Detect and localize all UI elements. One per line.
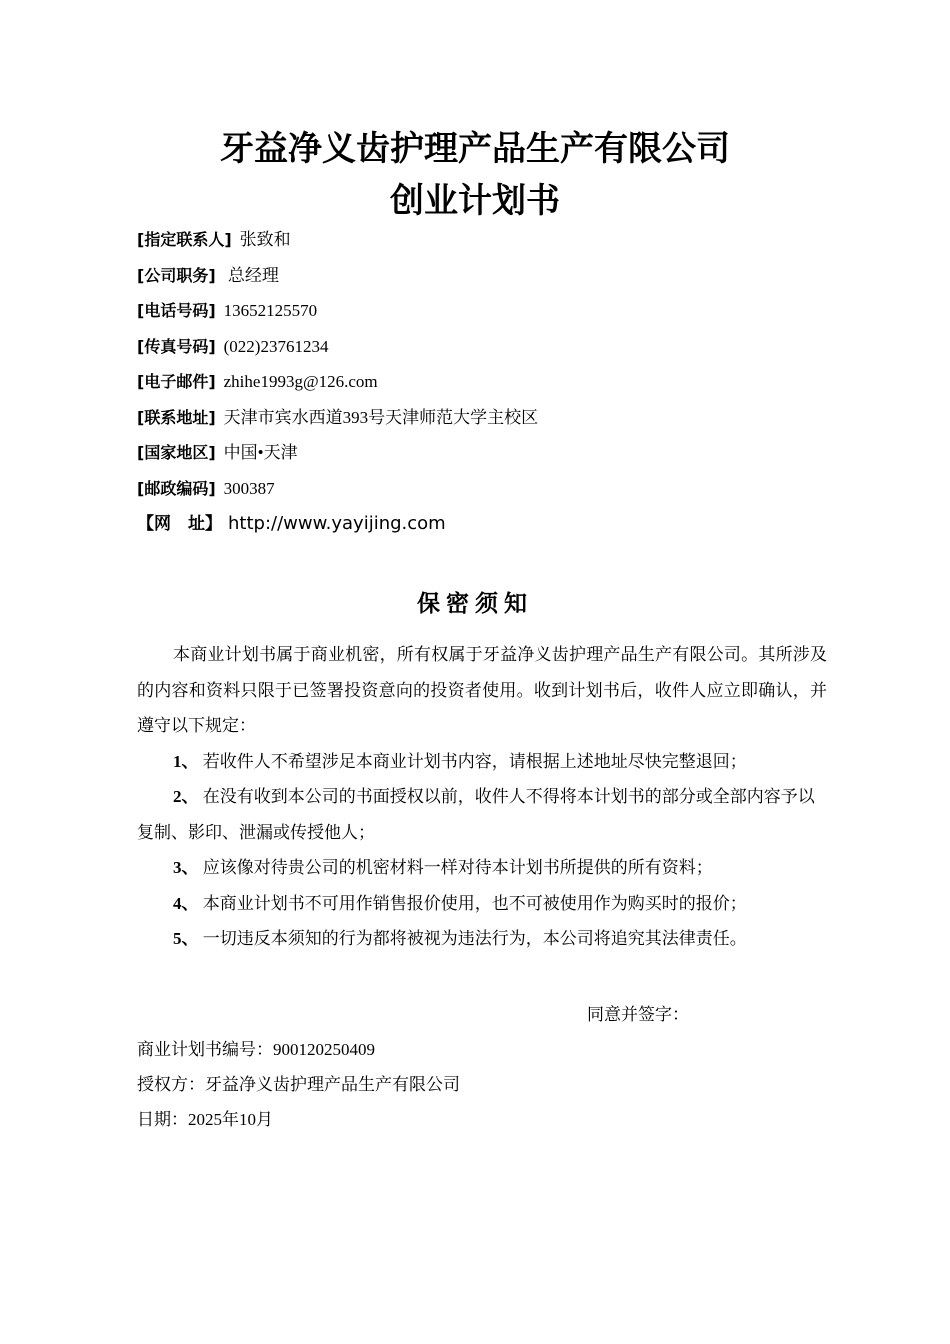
document-date: 日期：2025年10月 [137, 1110, 273, 1129]
contact-row-website [137, 506, 538, 542]
rule-item [137, 850, 827, 886]
contact-label: [电话号码] [137, 301, 216, 320]
contact-label: 【网 址】 [137, 514, 222, 534]
rule-number: 4、 [173, 893, 199, 913]
contact-label: [联系地址] [137, 407, 216, 427]
rule-number: 1、 [173, 751, 199, 771]
rule-text: 一切违反本须知的行为都将被视为违法行为，本公司将追究其法律责任。 [202, 929, 747, 948]
rule-item [137, 921, 827, 957]
contact-value: zhihe1993g@126.com [223, 372, 378, 391]
plan-number: 商业计划书编号：900120250409 [137, 1040, 375, 1059]
contact-value: 天津市宾水西道393号天津师范大学主校区 [223, 407, 539, 427]
rule-item [137, 886, 827, 922]
contact-value: 张致和 [239, 230, 291, 249]
document-title: 牙益净义齿护理产品生产有限公司 [220, 129, 730, 169]
contact-label: [邮政编码] [137, 478, 216, 498]
contact-value: 300387 [223, 478, 275, 498]
contact-label: [指定联系人] [137, 230, 232, 249]
rule-item [137, 779, 827, 850]
website-link[interactable]: http://www.yayijing.com [228, 513, 446, 534]
contact-row-postcode [137, 471, 538, 507]
contact-label: [电子邮件] [137, 372, 216, 391]
contact-label: [国家地区] [137, 443, 216, 462]
signature-prompt: 同意并签字： [587, 1005, 689, 1024]
contact-row-fax [137, 329, 538, 365]
rule-text: 在没有收到本公司的书面授权以前，收件人不得将本计划书的部分或全部内容予以复制、影印、泄漏或传授他人； [137, 787, 815, 842]
confidentiality-heading: 保密须知 [417, 591, 533, 617]
rule-text: 本商业计划书不可用作销售报价使用，也不可被使用作为购买时的报价； [202, 893, 747, 913]
confidentiality-body [137, 637, 827, 957]
contact-row-person [137, 222, 538, 258]
rule-number: 2、 [173, 787, 199, 806]
contact-row-phone [137, 293, 538, 329]
contact-label: [传真号码] [137, 336, 216, 356]
rule-number: 3、 [173, 858, 199, 877]
contact-row-email [137, 364, 538, 400]
contact-info [137, 222, 538, 542]
contact-value: 总经理 [223, 265, 279, 285]
contact-label: [公司职务] [137, 265, 216, 285]
contact-row-position [137, 258, 538, 294]
confidentiality-intro: 本商业计划书属于商业机密，所有权属于牙益净义齿护理产品生产有限公司。其所涉及的内容和资料只限于已签署投资意向的投资者使用。收到计划书后，收件人应立即确认，并遵守以下规定： [137, 645, 827, 735]
rule-number: 5、 [173, 929, 199, 948]
rule-text: 应该像对待贵公司的机密材料一样对待本计划书所提供的所有资料； [202, 858, 713, 877]
contact-row-address [137, 400, 538, 436]
document-subtitle: 创业计划书 [390, 181, 560, 221]
contact-row-region [137, 435, 538, 471]
rule-item [137, 744, 827, 780]
rule-text: 若收件人不希望涉足本商业计划书内容，请根据上述地址尽快完整退回； [202, 751, 747, 771]
document-footer [137, 1032, 460, 1137]
authorizer: 授权方：牙益净义齿护理产品生产有限公司 [137, 1075, 460, 1094]
contact-value: 13652125570 [223, 301, 318, 320]
contact-value: (022)23761234 [223, 336, 329, 356]
contact-value: 中国•天津 [223, 443, 298, 462]
